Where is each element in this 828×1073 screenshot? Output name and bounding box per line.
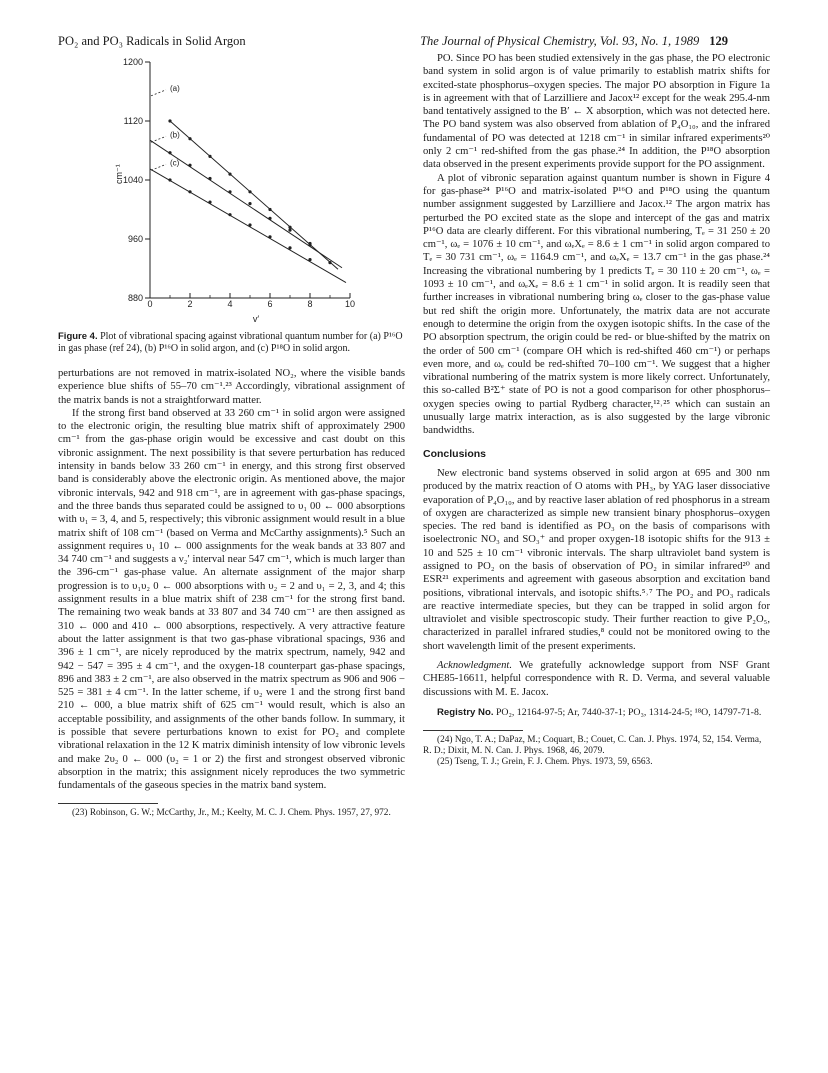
data-point	[228, 173, 231, 176]
x-tick-label: 4	[227, 299, 233, 309]
data-point	[228, 213, 231, 216]
registry-numbers	[423, 707, 770, 720]
data-point	[188, 190, 191, 193]
data-point	[288, 246, 291, 249]
footnote-rule	[58, 803, 158, 804]
data-point	[208, 177, 211, 180]
right-column	[423, 52, 770, 769]
y-tick-label: 1040	[122, 175, 143, 185]
footnote-25: (25) Tseng, T. J.; Grein, F. J. Chem. Phys. 1973, 59, 6563.	[437, 757, 653, 768]
x-axis-label: v′	[252, 314, 260, 324]
data-point	[188, 137, 191, 140]
running-header-journal	[420, 34, 728, 49]
registry-label: Registry No.	[437, 706, 494, 718]
acknowledgment-text: We gratefully acknowledge support from NSF Grant CHE85-16611, helpful correspondence with R. D. Verma, and several valuable discussions with M. E. Jacox.	[423, 660, 770, 698]
data-point	[328, 261, 331, 264]
footnote-rule-right	[423, 730, 523, 731]
data-point	[268, 208, 271, 211]
series-label: (a)	[170, 83, 180, 93]
acknowledgment	[423, 659, 770, 699]
data-point	[308, 258, 311, 261]
figure-4	[58, 52, 405, 325]
x-tick-label: 10	[344, 299, 356, 309]
series-leader	[151, 164, 166, 170]
data-point	[168, 151, 171, 154]
figure-caption-label: Figure 4.	[58, 331, 98, 342]
data-point	[168, 178, 171, 181]
figure-caption-text: Plot of vibrational spacing against vibrational quantum number for (a) P¹⁶O in gas phase (ref 24), (b) P¹⁶O in solid argon, and (c) P¹⁸O in solid argon.	[58, 331, 403, 354]
data-point	[228, 190, 231, 193]
paragraph-assignment: If the strong first band observed at 33 260 cm⁻¹ in solid argon were assigned to the electronic origin, the resulting blue matrix shift of approximately 2900 cm⁻¹ from the gas-phase origin would be excessive and cast doubt on this vibronic assignment. The next possibility is that severe perturbation has reduced intensity in bands below 33 260 cm⁻¹ in energy, and this strong first observed band is considerably above the electronic origin. As mentioned above, the major vibronic intervals, 942 and 918 cm⁻¹, are in agreement with gas-phase spacings, and the three bands thus separated could be assigned to υ₁ 00 ← 000 absorptions with υ₁ = 3, 4, and 5, respectively; this vibronic assignment would result in a blue matrix shift of 108 cm⁻¹ (based on Verma and McCarthy assignments).⁵ Such an assignment requires υ₁ 10 ← 000 assignments for the weak bands at 33 807 and 34 740 cm⁻¹ and suggests a ν₂′ interval near 547 cm⁻¹, which is much larger than the 396-cm⁻¹ gas-phase value. An alternate assignment of the major sharp progression is to υ₁υ₂ 0 ← 000 absorptions with υ₂ = 2 and υ₁ = 2, 3, and 4; this assignment results in a blue matrix shift of 238 cm⁻¹ for the strong first band. The remaining two weak bands at 33 807 and 34 740 cm⁻¹ are then assigned as 310 ← 000 and 410 ← 000 absorptions, respectively. A very attractive feature about the latter assignment is that two gas-phase vibrational spacings, 936 and 396 ± 1 cm⁻¹, are nicely reproduced by the matrix spectrum, namely, 942 and 942 − 547 = 395 ± 4 cm⁻¹, and the oxygen-18 counterpart gas-phase spacings, 896 and 383 ± 2 cm⁻¹, are also observed in the matrix spectrum as 906 and 906 − 525 = 381 ± 4 cm⁻¹. In the latter scheme, if υ₂ were 1 and the strong first band 210 ← 000, a blue matrix shift of 625 cm⁻¹ would result, which is also an acceptable possibility, and assignments of the other bands follow. In summary, it is possible that severe perturbations known to exist for PO₂ and complete vibrational relaxation in the 12 K matrix diminish intensity of low vibronic levels and make 2υ₂ 0 ← 000 (υ₂ = 1 or 2) the first and strongest observed vibronic absorption in the matrix; this assignment nicely reproduces the two symmetric fundamentals of the gaseous species in the matrix band system.	[58, 407, 405, 792]
x-tick-label: 0	[147, 299, 153, 309]
data-point	[248, 202, 251, 205]
data-point	[308, 242, 311, 245]
y-axis-label: cm⁻¹	[114, 164, 124, 184]
footnote-23: (23) Robinson, G. W.; McCarthy, Jr., M.; Keelty, M. C. J. Chem. Phys. 1957, 27, 972.	[72, 807, 391, 818]
series-label: (c)	[170, 158, 180, 168]
paragraph-perturbations: perturbations are not removed in matrix-isolated NO₂, where the visible bands experience blue shifts of 55–70 cm⁻¹.²³ Accordingly, vibrational assignment of the matrix bands is not a straightforward matter.	[58, 368, 405, 406]
series-label: (b)	[170, 130, 180, 140]
registry-text: PO₂, 12164-97-5; Ar, 7440-37-1; PO₃, 1314-24-5; ¹⁸O, 14797-71-8.	[495, 706, 762, 718]
series-leader	[151, 90, 166, 96]
data-point	[288, 229, 291, 232]
footnote-24: (24) Ngo, T. A.; DaPaz, M.; Coquart, B.; Couet, C. Can. J. Phys. 1974, 52, 154. Verma, R. D.; Dixit, M. N. Can. J. Phys. 1968, 46, 2079.	[423, 734, 762, 756]
figure-caption	[58, 331, 405, 355]
page-number: 129	[709, 34, 728, 48]
paragraph-vibronic-plot: A plot of vibronic separation against quantum number is shown in Figure 4 for gas-phase²⁴ P¹⁶O and matrix-isolated P¹⁶O and P¹⁸O using the quantum number assignment suggested by Larzilliere and Jacox.¹² The argon matrix has perturbed the PO excited state as the slope and intercept of the gas and matrix P¹⁶O data are clearly different. For this vibrational numbering, Tₑ = 31 250 ± 20 cm⁻¹, ωₑ = 1076 ± 10 cm⁻¹, and ωₑXₑ = 8.6 ± 1 cm⁻¹ in solid argon compared to Tₑ = 30 731 cm⁻¹, ωₑ = 1164.9 cm⁻¹, and ωₑXₑ = 13.7 cm⁻¹ in the gas phase.²⁴ Increasing the vibrational numbering by 1 predicts Tₑ = 30 110 ± 20 cm⁻¹, ωₑ = 1093 ± 10 cm⁻¹, and ωₑXₑ = 8.6 ± 1 cm⁻¹ in solid argon. It is readily seen that further increases in vibrational numbering bring ωₑ closer to the gas-phase value but red shift the origin more. Unfortunately, the matrix data are not accurate enough to determine the origin from the oxygen isotopic shifts. In the case of the PO absorption spectrum, the origin could be red- or blue-shifted by the matrix on the order of 500 cm⁻¹ (compare OH which is red-shifted 460 cm⁻¹) or perhaps even more, and ωₑ could be red-shifted 70–100 cm⁻¹. We suggest that a higher vibrational numbering of the matrix system is more likely correct. Unfortunately, this so-called B²Σ⁺ state of PO is not a good comparison for other phosphorus–oxygen species owing to partial Rydberg character,¹²˒²⁵ which can sustain an unusually large matrix interaction, as is also suggested by the large vibronic bandwidths.	[423, 172, 770, 437]
x-tick-label: 8	[307, 299, 313, 309]
y-tick-label: 1200	[122, 57, 143, 67]
data-point	[248, 223, 251, 226]
vibrational-spacing-chart	[58, 52, 405, 325]
x-tick-label: 6	[267, 299, 273, 309]
data-point	[288, 226, 291, 229]
data-point	[268, 217, 271, 220]
running-header-title: PO₂ and PO₃ Radicals in Solid Argon	[58, 34, 246, 48]
series-leader	[151, 136, 166, 142]
journal-citation: The Journal of Physical Chemistry, Vol. 93, No. 1, 1989	[420, 34, 700, 48]
y-tick-label: 1120	[123, 116, 143, 126]
data-point	[168, 119, 171, 122]
paragraph-conclusions: New electronic band systems observed in solid argon at 695 and 300 nm produced by the matrix reaction of O atoms with PH₃, by YAG laser dissociative evaporation of P₄O₁₀, and by reactive laser ablation of red phosphorus in a stream of oxygen are characterized as simple new transient binary phosphorus–oxygen species. The red band is identified as PO₃ on the basis of comparisons with isoelectronic NO₃ and SO₃⁺ and proper oxygen-18 isotopic shifts for the 913 ± 10 and 525 ± 10 cm⁻¹ vibronic intervals. The sharp ultraviolet band system is assigned to PO₂ on the basis of observation of PO₂ in similar infrared²⁰ and ESR²¹ experiments and agreement with gaseous absorption and excitation band positions, vibrational intervals, and isotopic shifts.⁵˒⁷ The PO₂ and PO₃ radicals are reactive intermediate species, but they can be trapped in solid argon for ultraviolet and visible spectroscopic study. Their further reaction to give P₂O₅, characterized in parallel infrared studies,⁸ could not be monitored owing to the short wavelength limit of the present experiments.	[423, 467, 770, 652]
paragraph-po: PO. Since PO has been studied extensively in the gas phase, the PO electronic band system in solid argon is of value primarily to establish matrix shifts for excited-state phosphorus–oxygen species. The major PO absorption in Figure 1a is in agreement with that of Larzilliere and Jacox¹² except for the weak 295.4-nm band tentatively assigned to the B′ ← X absorption, which was not detected here. The PO band system was also observed from ablation of P₄O₁₀, and the infrared fundamental of PO was detected at 1218 cm⁻¹ in similar infrared experiments²⁰ only 2 cm⁻¹ red-shifted from the gas phase.²⁴ In addition, the P¹⁸O absorption data observed in the present experiments provide support for the PO assignment.	[423, 53, 770, 171]
data-point	[188, 164, 191, 167]
data-point	[248, 190, 251, 193]
data-point	[208, 155, 211, 158]
y-tick-label: 960	[127, 234, 143, 244]
data-point	[268, 235, 271, 238]
x-tick-label: 2	[187, 299, 193, 309]
conclusions-heading: Conclusions	[423, 447, 487, 460]
y-tick-label: 880	[127, 293, 143, 303]
series-line	[150, 169, 346, 283]
data-point	[208, 201, 211, 204]
acknowledgment-label: Acknowledgment.	[437, 660, 513, 672]
left-column	[58, 52, 405, 819]
